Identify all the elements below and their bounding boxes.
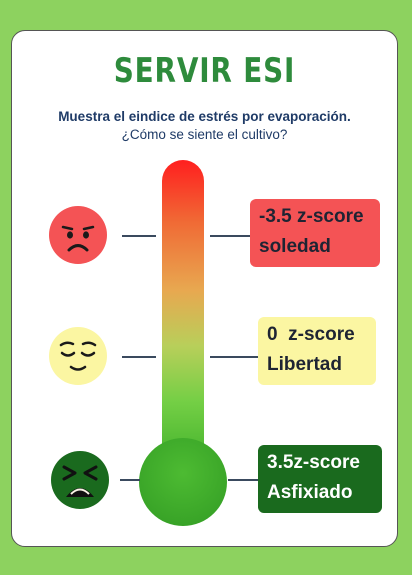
mid-score-text: 0 z-score bbox=[267, 324, 355, 345]
high-state-text: soledad bbox=[259, 236, 331, 257]
content-face-icon bbox=[49, 327, 107, 385]
stress-label-low bbox=[258, 445, 382, 513]
high-score-text: -3.5 z-score bbox=[259, 206, 364, 227]
low-state-text: Asfixiado bbox=[267, 482, 353, 503]
thermometer-bulb bbox=[139, 438, 227, 526]
stress-index-card bbox=[11, 30, 398, 547]
connector-line-left-high bbox=[122, 235, 156, 237]
mid-state-text: Libertad bbox=[267, 354, 342, 375]
thermometer-tube bbox=[162, 160, 204, 470]
stress-label-mid bbox=[258, 317, 376, 385]
connector-line-left-mid bbox=[122, 356, 156, 358]
connector-line-right-high bbox=[210, 235, 250, 237]
stress-label-high bbox=[250, 199, 380, 267]
sad-face-icon bbox=[49, 206, 107, 264]
low-score-text: 3.5z-score bbox=[267, 452, 360, 473]
distressed-face-icon bbox=[51, 451, 109, 509]
page-title: SERVIR ESI bbox=[113, 51, 296, 91]
connector-line-left-low bbox=[120, 479, 140, 481]
subtitle-question: ¿Cómo se siente el cultivo? bbox=[121, 127, 288, 142]
connector-line-right-mid bbox=[210, 356, 258, 358]
connector-line-right-low bbox=[228, 479, 258, 481]
subtitle-description: Muestra el eindice de estrés por evaporación. bbox=[58, 109, 351, 124]
